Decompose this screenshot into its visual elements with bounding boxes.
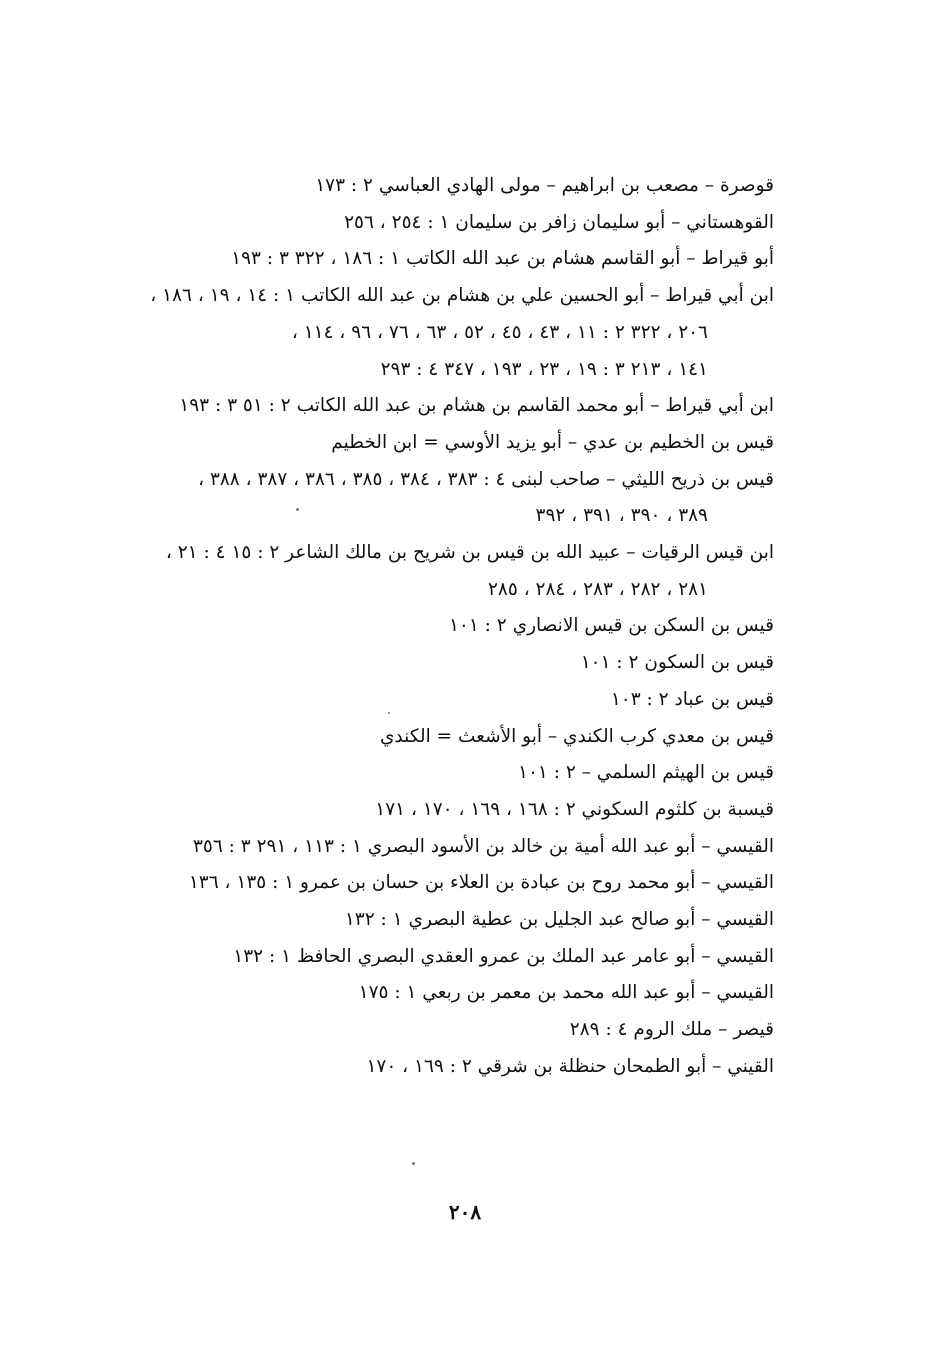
index-entry: القيسي – أبو عبد الله أمية بن خالد بن الأسود البصري ١ : ١١٣ ، ٢٩١ ٣ : ٣٥٦ [192,835,774,857]
index-entry-continuation: ٣٨٩ ، ٣٩٠ ، ٣٩١ ، ٣٩٢ [535,505,708,527]
index-entry: قيصر – ملك الروم ٤ : ٢٨٩ [569,1019,774,1041]
index-entry: ابن أبي قيراط – أبو محمد القاسم بن هشام بن عبد الله الكاتب ٢ : ٥١ ٣ : ١٩٣ [179,395,774,417]
index-entry: قوصرة – مصعب بن ابراهيم – مولى الهادي العباسي ٢ : ١٧٣ [315,175,774,196]
index-entry-continuation: ٢٠٦ ، ٣٢٢ ٢ : ١١ ، ٤٣ ، ٤٥ ، ٥٢ ، ٦٣ ، ٧٦ ، ٩٦ ، ١١٤ ، [291,321,708,343]
index-entry-continuation: ٢٨١ ، ٢٨٢ ، ٢٨٣ ، ٢٨٤ ، ٢٨٥ [488,578,708,600]
index-entry: قيس بن ذريح الليثي – صاحب لبنى ٤ : ٣٨٣ ، ٣٨٤ ، ٣٨٥ ، ٣٨٦ ، ٣٨٧ ، ٣٨٨ ، [198,468,774,490]
index-entry: القيسي – أبو محمد روح بن عبادة بن العلاء بن حسان بن عمرو ١ : ١٣٥ ، ١٣٦ [188,872,774,894]
index-entry: ابن أبي قيراط – أبو الحسين علي بن هشام بن عبد الله الكاتب ١ : ١٤ ، ١٩ ، ١٨٦ ، [150,285,774,307]
paper-speck [296,508,299,511]
paper-speck [388,712,390,714]
paper-speck [412,1162,415,1165]
index-entry: قيس بن عباد ٢ : ١٠٣ [610,688,774,710]
index-entry: ابن قيس الرقيات – عبيد الله بن قيس بن شريح بن مالك الشاعر ٢ : ١٥ ٤ : ٢١ ، [165,542,774,564]
page-number: ٢٠٨ [448,1200,482,1224]
index-entry: قيس بن الخطيم بن عدي – أبو يزيد الأوسي = ابن الخطيم [331,431,774,453]
index-entry: قيس بن السكن بن قيس الانصاري ٢ : ١٠١ [448,615,774,637]
index-entry: قيسبة بن كلثوم السكوني ٢ : ١٦٨ ، ١٦٩ ، ١٧٠ ، ١٧١ [375,798,774,820]
index-entry-continuation: ١٤١ ، ٢١٣ ٣ : ١٩ ، ٢٣ ، ١٩٣ ، ٣٤٧ ٤ : ٢٩٣ [380,358,708,380]
index-entry: القوهستاني – أبو سليمان زافر بن سليمان ١ : ٢٥٤ ، ٢٥٦ [344,211,774,233]
index-list [110,168,774,1086]
index-entry: قيس بن معدي كرب الكندي – أبو الأشعث = الكندي [379,725,774,747]
index-entry: القيسي – أبو عامر عبد الملك بن عمرو العقدي البصري الحافظ ١ : ١٣٢ [233,945,774,967]
index-entry: أبو قيراط – أبو القاسم هشام بن عبد الله الكاتب ١ : ١٨٦ ، ٣٢٢ ٣ : ١٩٣ [231,248,774,270]
index-entry: القيسي – أبو عبد الله محمد بن معمر بن ربعي ١ : ١٧٥ [358,982,774,1004]
index-entry: قيس بن الهيثم السلمي – ٢ : ١٠١ [518,762,774,784]
index-entry: القيسي – أبو صالح عبد الجليل بن عطية البصري ١ : ١٣٢ [344,909,774,931]
index-entry: قيس بن السكون ٢ : ١٠١ [580,652,774,674]
index-entry: القيني – أبو الطمحان حنظلة بن شرقي ٢ : ١٦٩ ، ١٧٠ [366,1055,774,1077]
